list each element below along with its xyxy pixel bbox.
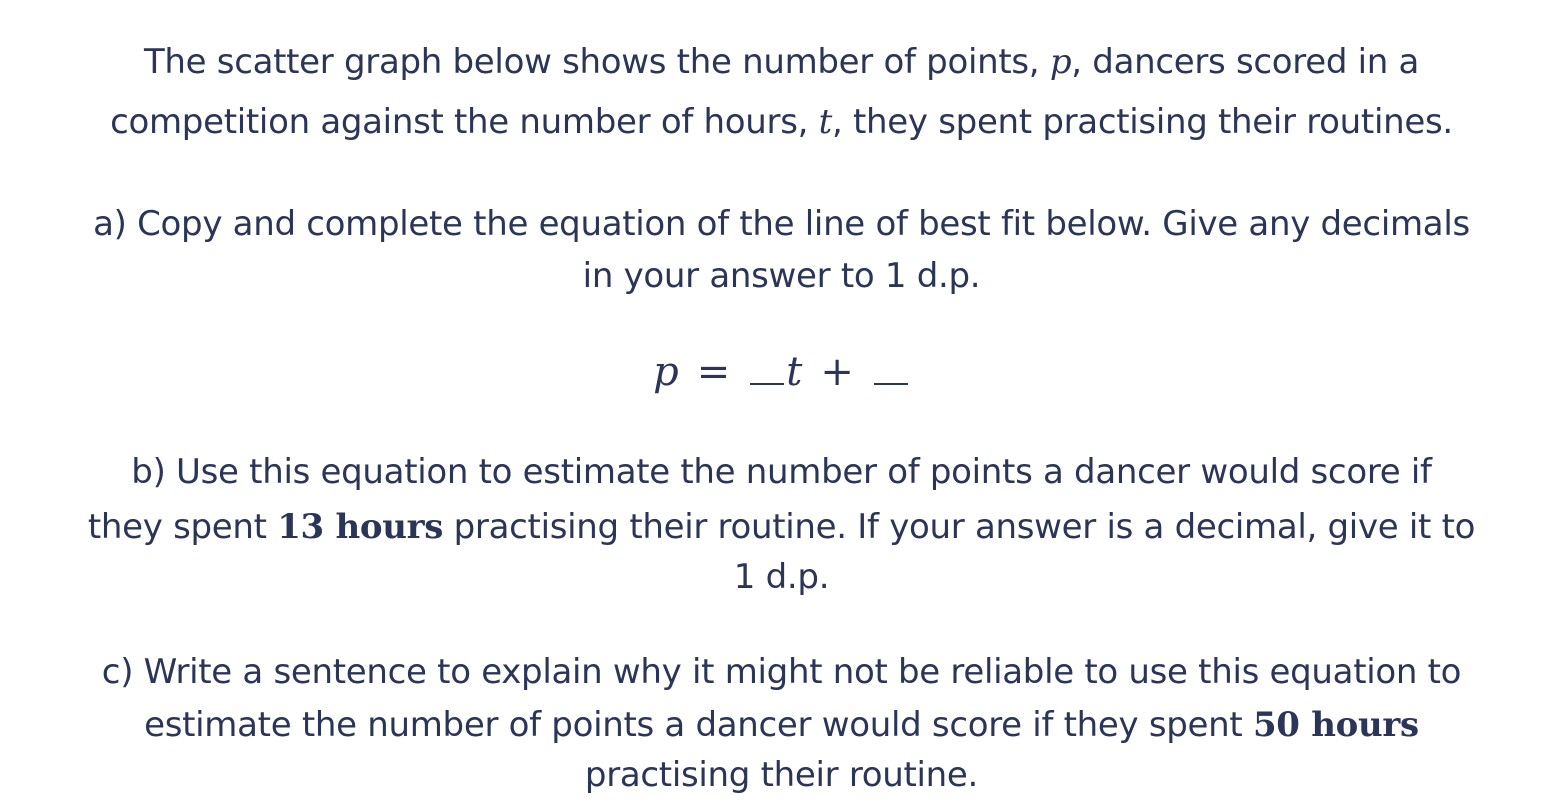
equation-lhs: p	[653, 349, 679, 395]
equation	[0, 348, 1563, 396]
part-c-line-2	[0, 705, 1563, 745]
intro-line-1	[0, 42, 1563, 82]
part-b-text: practising their routine. If your answer is a decimal, give it to	[443, 507, 1476, 547]
part-c-line-3: practising their routine.	[584, 755, 979, 795]
part-b-text: they spent	[87, 507, 278, 547]
intro-line-2	[0, 102, 1563, 142]
part-b-line-3: 1 d.p.	[733, 557, 830, 597]
part-a-line-2: in your answer to 1 d.p.	[582, 256, 981, 296]
variable-p: p	[1049, 42, 1072, 82]
part-c-text: estimate the number of points a dancer would score if they spent	[144, 705, 1253, 745]
intro-text: competition against the number of hours,	[110, 102, 819, 142]
intercept-blank[interactable]	[874, 381, 908, 385]
intro-text: The scatter graph below shows the number of points,	[143, 42, 1050, 82]
hours-value: 50 hours	[1252, 705, 1419, 745]
equation-variable: t	[786, 349, 803, 395]
plus-sign: +	[820, 349, 854, 395]
gradient-blank[interactable]	[750, 381, 784, 385]
equals-sign: =	[696, 349, 731, 395]
variable-t: t	[818, 102, 832, 142]
hours-value: 13 hours	[277, 507, 444, 547]
intro-text: , dancers scored in a	[1071, 42, 1420, 82]
intro-text: , they spent practising their routines.	[832, 102, 1453, 142]
part-b-line-2	[0, 507, 1563, 547]
part-b-line-1: b) Use this equation to estimate the number of points a dancer would score if	[131, 452, 1432, 492]
part-a-line-1: a) Copy and complete the equation of the line of best fit below. Give any decimals	[93, 204, 1470, 244]
part-c-line-1: c) Write a sentence to explain why it might not be reliable to use this equation to	[101, 652, 1462, 692]
